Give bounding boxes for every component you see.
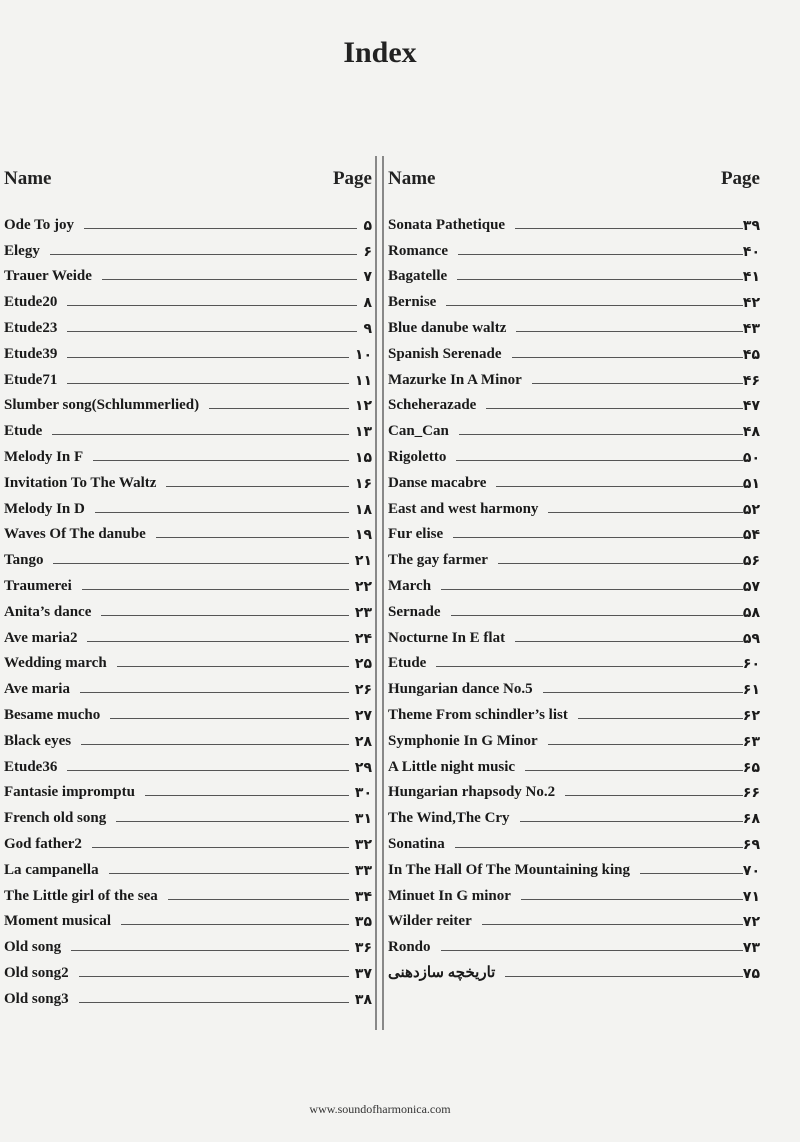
leader-line xyxy=(121,923,349,925)
leader-line xyxy=(482,923,743,925)
leader-line xyxy=(455,846,743,848)
entry-page: ۵۲ xyxy=(742,501,760,518)
index-entry xyxy=(4,750,372,776)
entry-name: Sonata Pathetique xyxy=(388,216,506,233)
entry-name: Black eyes xyxy=(4,732,72,749)
entry-page: ۲۵ xyxy=(354,656,372,673)
name-header: Name xyxy=(4,168,52,189)
leader-line xyxy=(512,356,743,358)
leader-line xyxy=(166,485,348,487)
entry-name: Wilder reiter xyxy=(388,913,472,930)
entry-page: ۱۳ xyxy=(354,424,372,441)
index-entry xyxy=(4,466,372,492)
leader-line xyxy=(145,794,349,796)
leader-line xyxy=(67,382,349,384)
leader-line xyxy=(441,588,743,590)
entry-page: ۴۱ xyxy=(742,269,760,286)
entry-name: East and west harmony xyxy=(388,500,539,517)
leader-line xyxy=(532,382,743,384)
entry-page: ۲۹ xyxy=(354,759,372,776)
entry-name: Fur elise xyxy=(388,526,444,543)
entry-name: Waves Of The danube xyxy=(4,526,146,543)
entry-page: ۶۶ xyxy=(742,785,760,802)
entry-name: Hungarian dance No.5 xyxy=(388,681,533,698)
entry-page: ۱۵ xyxy=(354,449,372,466)
entry-name: God father2 xyxy=(4,835,82,852)
index-entry xyxy=(388,466,760,492)
leader-line xyxy=(515,640,743,642)
leader-line xyxy=(640,872,743,874)
entry-page: ۶۳ xyxy=(742,733,760,750)
index-entry xyxy=(4,285,372,311)
leader-line xyxy=(505,975,743,977)
leader-line xyxy=(520,820,743,822)
entry-name: Etude71 xyxy=(4,371,58,388)
entry-page: ۵۷ xyxy=(742,578,760,595)
entry-page: ۴۸ xyxy=(742,424,760,441)
entry-name: Ode To joy xyxy=(4,216,75,233)
leader-line xyxy=(67,330,357,332)
entry-name: Rondo xyxy=(388,939,431,956)
index-entry xyxy=(388,595,760,621)
leader-line xyxy=(516,330,743,332)
leader-line xyxy=(521,898,743,900)
entry-name: Spanish Serenade xyxy=(388,345,502,362)
entry-name: The Wind,The Cry xyxy=(388,810,510,827)
leader-line xyxy=(87,640,348,642)
index-entry xyxy=(388,311,760,337)
name-header: Name xyxy=(388,168,436,189)
index-entry xyxy=(388,234,760,260)
entry-name: Etude39 xyxy=(4,345,58,362)
leader-line xyxy=(451,614,743,616)
index-entry xyxy=(4,672,372,698)
index-entry xyxy=(388,285,760,311)
leader-line xyxy=(80,691,349,693)
entry-name: Sonatina xyxy=(388,835,445,852)
leader-line xyxy=(53,562,348,564)
index-entry xyxy=(388,879,760,905)
leader-line xyxy=(84,227,357,229)
entry-page: ۲۴ xyxy=(354,630,372,647)
entry-name: Sernade xyxy=(388,603,441,620)
leader-line xyxy=(496,485,742,487)
leader-line xyxy=(156,536,349,538)
leader-line xyxy=(92,846,349,848)
entry-name: Etude xyxy=(4,423,43,440)
entry-page: ۱۹ xyxy=(354,527,372,544)
leader-line xyxy=(95,511,349,513)
entry-name: Melody In D xyxy=(4,500,85,517)
column-header xyxy=(4,168,372,204)
leader-line xyxy=(110,717,349,719)
entry-name: Bernise xyxy=(388,294,437,311)
leader-line xyxy=(67,769,349,771)
entry-page: ۶۰ xyxy=(742,656,760,673)
leader-line xyxy=(52,433,349,435)
index-entry xyxy=(4,363,372,389)
entry-name: Mazurke In A Minor xyxy=(388,371,522,388)
index-entry xyxy=(388,956,760,982)
leader-line xyxy=(441,949,743,951)
entry-name: Can_Can xyxy=(388,423,449,440)
column-header xyxy=(388,168,760,204)
entry-name: Traumerei xyxy=(4,577,72,594)
footer-url: www.soundofharmonica.com xyxy=(309,1102,451,1116)
entry-page: ۳۸ xyxy=(354,991,372,1008)
index-entry xyxy=(4,569,372,595)
entry-page: ۵۰ xyxy=(742,449,760,466)
index-entry xyxy=(388,414,760,440)
entry-name: A Little night music xyxy=(388,758,516,775)
entry-name: Trauer Weide xyxy=(4,268,92,285)
entry-page: ۵۴ xyxy=(742,527,760,544)
entry-name: Elegy xyxy=(4,242,40,259)
entry-name: Ave maria2 xyxy=(4,629,78,646)
entry-name: Besame mucho xyxy=(4,706,101,723)
leader-line xyxy=(168,898,349,900)
entry-name: In The Hall Of The Mountaining king xyxy=(388,861,631,878)
leader-line xyxy=(436,665,743,667)
entry-page: ۳۱ xyxy=(354,811,372,828)
leader-line xyxy=(71,949,349,951)
entry-name: Danse macabre xyxy=(388,474,487,491)
index-entry xyxy=(388,543,760,569)
leader-line xyxy=(525,769,743,771)
entry-name: The Little girl of the sea xyxy=(4,887,158,904)
entry-name: Symphonie In G Minor xyxy=(388,732,538,749)
entry-page: ۷ xyxy=(363,269,372,286)
page-title: Index xyxy=(343,36,417,69)
index-entry xyxy=(4,311,372,337)
entry-page: ۳۶ xyxy=(354,940,372,957)
entry-page: ۵۶ xyxy=(742,553,760,570)
leader-line xyxy=(67,356,349,358)
entry-page: ۷۳ xyxy=(742,940,760,957)
index-entry xyxy=(4,492,372,518)
entry-page: ۵۹ xyxy=(742,630,760,647)
index-entry xyxy=(4,647,372,673)
index-entry xyxy=(4,518,372,544)
index-entry xyxy=(4,698,372,724)
entry-name: Ave maria xyxy=(4,681,70,698)
entry-page: ۶۹ xyxy=(742,836,760,853)
entry-page: ۷۵ xyxy=(742,965,760,982)
index-list-right xyxy=(388,208,760,982)
entry-name: La campanella xyxy=(4,861,99,878)
index-entry xyxy=(388,569,760,595)
entry-name: Melody In F xyxy=(4,448,84,465)
leader-line xyxy=(101,614,349,616)
index-entry xyxy=(4,853,372,879)
entry-page: ۶ xyxy=(363,243,372,260)
leader-line xyxy=(93,459,349,461)
entry-page: ۶۱ xyxy=(742,682,760,699)
entry-name: Tango xyxy=(4,552,44,569)
index-entry xyxy=(4,724,372,750)
index-entry xyxy=(4,414,372,440)
entry-page: ۵۸ xyxy=(742,604,760,621)
entry-name: The gay farmer xyxy=(388,552,488,569)
index-entry xyxy=(388,363,760,389)
index-entry xyxy=(4,982,372,1008)
entry-name: Old song3 xyxy=(4,990,69,1007)
entry-name: French old song xyxy=(4,810,107,827)
entry-page: ۳۴ xyxy=(354,888,372,905)
entry-name: Invitation To The Waltz xyxy=(4,474,157,491)
index-entry xyxy=(388,492,760,518)
entry-name: Minuet In G minor xyxy=(388,887,511,904)
entry-page: ۷۰ xyxy=(742,862,760,879)
index-entry xyxy=(4,801,372,827)
index-entry xyxy=(4,595,372,621)
index-entry xyxy=(4,879,372,905)
leader-line xyxy=(565,794,743,796)
index-entry xyxy=(388,518,760,544)
entry-page: ۱۸ xyxy=(354,501,372,518)
index-entry xyxy=(388,905,760,931)
index-entry xyxy=(4,234,372,260)
leader-line xyxy=(102,278,358,280)
entry-name: Anita’s dance xyxy=(4,603,92,620)
index-entry xyxy=(4,621,372,647)
entry-name: Etude23 xyxy=(4,319,58,336)
entry-page: ۳۰ xyxy=(354,785,372,802)
leader-line xyxy=(116,820,349,822)
leader-line xyxy=(578,717,743,719)
entry-page: ۷۲ xyxy=(742,914,760,931)
index-entry xyxy=(388,440,760,466)
index-entry xyxy=(4,543,372,569)
entry-page: ۲۱ xyxy=(354,553,372,570)
entry-page: ۲۷ xyxy=(354,707,372,724)
leader-line xyxy=(446,304,743,306)
entry-page: ۱۶ xyxy=(354,475,372,492)
leader-line xyxy=(543,691,743,693)
leader-line xyxy=(453,536,743,538)
entry-page: ۲۶ xyxy=(354,682,372,699)
entry-page: ۳۹ xyxy=(742,217,760,234)
index-entry xyxy=(388,698,760,724)
entry-name: Etude20 xyxy=(4,294,58,311)
index-entry xyxy=(4,930,372,956)
entry-page: ۲۸ xyxy=(354,733,372,750)
entry-page: ۳۵ xyxy=(354,914,372,931)
entry-name: Scheherazade xyxy=(388,397,477,414)
leader-line xyxy=(209,407,349,409)
index-entry xyxy=(388,672,760,698)
entry-page: ۲۳ xyxy=(354,604,372,621)
leader-line xyxy=(81,743,349,745)
index-entry xyxy=(388,389,760,415)
leader-line xyxy=(67,304,357,306)
index-entry xyxy=(388,801,760,827)
entry-name: تاریخچه سازدهنی xyxy=(388,964,496,981)
entry-name: Theme From schindler’s list xyxy=(388,706,568,723)
entry-name: Moment musical xyxy=(4,913,112,930)
leader-line xyxy=(458,253,743,255)
entry-name: Bagatelle xyxy=(388,268,448,285)
entry-name: March xyxy=(388,577,432,594)
page-header: Page xyxy=(332,168,372,189)
index-entry xyxy=(4,956,372,982)
index-entry xyxy=(388,208,760,234)
index-entry xyxy=(388,853,760,879)
index-column-left xyxy=(4,168,372,1008)
leader-line xyxy=(82,588,349,590)
entry-name: Old song xyxy=(4,939,62,956)
leader-line xyxy=(109,872,349,874)
entry-page: ۴۵ xyxy=(742,346,760,363)
index-entry xyxy=(388,647,760,673)
leader-line xyxy=(79,1001,349,1003)
leader-line xyxy=(117,665,349,667)
index-entry xyxy=(388,621,760,647)
index-list-left xyxy=(4,208,372,1008)
index-entry xyxy=(4,776,372,802)
index-entry xyxy=(4,905,372,931)
entry-name: Wedding march xyxy=(4,655,107,672)
entry-page: ۴۶ xyxy=(742,372,760,389)
entry-name: Blue danube waltz xyxy=(388,319,507,336)
index-entry xyxy=(4,337,372,363)
index-entry xyxy=(388,337,760,363)
entry-name: Hungarian rhapsody No.2 xyxy=(388,784,556,801)
entry-page: ۴۷ xyxy=(742,398,760,415)
leader-line xyxy=(457,278,743,280)
leader-line xyxy=(548,743,743,745)
index-entry xyxy=(388,776,760,802)
entry-page: ۸ xyxy=(363,295,372,312)
entry-page: ۷۱ xyxy=(742,888,760,905)
entry-page: ۹ xyxy=(363,320,372,337)
index-entry xyxy=(4,440,372,466)
leader-line xyxy=(79,975,349,977)
entry-page: ۳۷ xyxy=(354,965,372,982)
entry-page: ۵ xyxy=(363,217,372,234)
entry-page: ۳۳ xyxy=(354,862,372,879)
leader-line xyxy=(515,227,743,229)
entry-page: ۴۰ xyxy=(742,243,760,260)
column-divider xyxy=(375,156,384,1030)
index-entry xyxy=(4,208,372,234)
entry-page: ۵۱ xyxy=(742,475,760,492)
entry-page: ۶۸ xyxy=(742,811,760,828)
entry-name: Etude xyxy=(388,655,427,672)
index-entry xyxy=(388,930,760,956)
index-entry xyxy=(4,260,372,286)
leader-line xyxy=(548,511,742,513)
entry-page: ۴۳ xyxy=(742,320,760,337)
index-column-right xyxy=(388,168,760,982)
index-entry xyxy=(4,827,372,853)
leader-line xyxy=(459,433,743,435)
index-entry xyxy=(4,389,372,415)
page-header: Page xyxy=(720,168,760,189)
entry-page: ۶۵ xyxy=(742,759,760,776)
leader-line xyxy=(498,562,743,564)
entry-name: Romance xyxy=(388,242,448,259)
index-entry xyxy=(388,724,760,750)
entry-page: ۴۲ xyxy=(742,295,760,312)
leader-line xyxy=(50,253,358,255)
index-entry xyxy=(388,750,760,776)
index-entry xyxy=(388,827,760,853)
entry-page: ۱۱ xyxy=(354,372,372,389)
entry-name: Old song2 xyxy=(4,964,69,981)
entry-name: Rigoletto xyxy=(388,448,447,465)
entry-page: ۱۲ xyxy=(354,398,372,415)
entry-name: Etude36 xyxy=(4,758,58,775)
entry-name: Nocturne In E flat xyxy=(388,629,506,646)
entry-name: Fantasie impromptu xyxy=(4,784,135,801)
leader-line xyxy=(456,459,743,461)
entry-page: ۳۲ xyxy=(354,836,372,853)
index-entry xyxy=(388,260,760,286)
entry-page: ۲۲ xyxy=(354,578,372,595)
entry-page: ۱۰ xyxy=(354,346,372,363)
leader-line xyxy=(486,407,743,409)
entry-page: ۶۲ xyxy=(742,707,760,724)
entry-name: Slumber song(Schlummerlied) xyxy=(4,397,200,414)
